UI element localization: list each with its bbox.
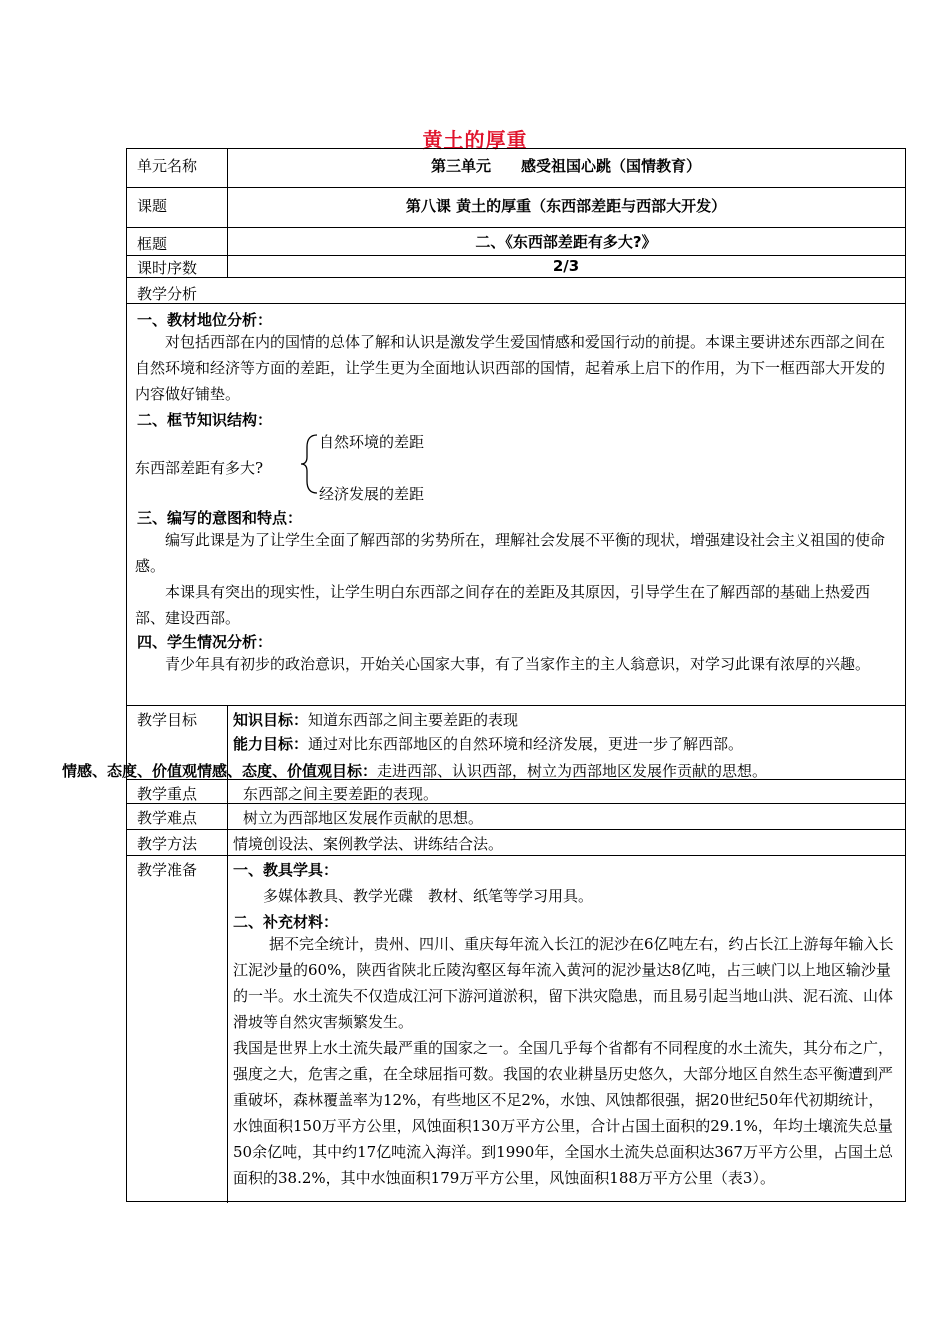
- emotion-goal-text: 走进西部、认识西部，树立为西部地区发展作贡献的思想。: [377, 762, 768, 780]
- row-divider: [127, 187, 905, 188]
- key-label: 教学重点: [137, 785, 198, 803]
- emotion-goal: [62, 760, 767, 781]
- ability-goal-label: 能力目标：: [233, 735, 309, 753]
- section-heading: 二、框节知识结构：: [137, 411, 273, 429]
- difficulty-value: 树立为西部地区发展作贡献的思想。: [243, 809, 484, 827]
- section-heading: 四、学生情况分析：: [137, 633, 273, 651]
- ability-goal-text: 通过对比东西部地区的自然环境和经济发展，更进一步了解西部。: [308, 735, 744, 753]
- prep-label: 教学准备: [137, 861, 198, 879]
- structure-branch: 经济发展的差距: [319, 485, 425, 503]
- page-title: 黄土的厚重: [422, 128, 528, 152]
- method-label: 教学方法: [137, 835, 198, 853]
- row-divider: [127, 255, 905, 256]
- unit-label: 单元名称: [137, 157, 198, 175]
- prep-heading: 二、补充材料：: [233, 913, 339, 931]
- lesson-plan-table: [126, 148, 906, 1202]
- frame-label: 框题: [137, 235, 168, 253]
- section-text: 对包括西部在内的国情的总体了解和认识是激发学生爱国情感和爱国行动的前提。本课主要讲述东西部之间在自然环境和经济等方面的差距，让学生更为全面地认识西部的国情，起着承上启下的作用，为下一框西部大开发的内容做好铺垫。: [135, 333, 886, 403]
- period-label: 课时序数: [137, 259, 198, 277]
- unit-value: 第三单元 感受祖国心跳（国情教育）: [430, 157, 701, 175]
- section-text: 本课具有突出的现实性，让学生明白东西部之间存在的差距及其原因，引导学生在了解西部的基础上热爱西部、建设西部。: [135, 583, 871, 627]
- row-divider: [127, 227, 905, 228]
- prep-material: 据不完全统计，贵州、四川、重庆每年流入长江的泥沙在6亿吨左右，约占长江上游每年输入长江泥沙量的60%，陕西省陕北丘陵沟壑区每年流入黄河的泥沙量达8亿吨，占三峡门以上地区输沙量的一半。水土流失不仅造成江河下游河道淤积，留下洪灾隐患，而且易引起当地山洪、泥石流、山体滑坡等自然灾害频繁发生。: [233, 935, 894, 1031]
- lesson-value: 第八课 黄土的厚重（东西部差距与西部大开发）: [405, 197, 727, 215]
- structure-branch: 自然环境的差距: [319, 433, 425, 451]
- difficulty-label: 教学难点: [137, 809, 198, 827]
- goals-label: 教学目标: [137, 711, 198, 729]
- row-divider: [127, 705, 905, 706]
- method-value: 情境创设法、案例教学法、讲练结合法。: [233, 835, 504, 853]
- row-divider: [127, 277, 905, 278]
- row-divider: [127, 303, 905, 304]
- emotion-goal-label: 情感、态度、价值观情感、态度、价值观目标：: [62, 762, 378, 780]
- knowledge-goal-text: 知道东西部之间主要差距的表现: [308, 711, 519, 729]
- section-text: 青少年具有初步的政治意识，开始关心国家大事，有了当家作主的主人翁意识，对学习此课有浓厚的兴趣。: [165, 655, 871, 673]
- brace-icon: [299, 433, 321, 495]
- knowledge-goal: [233, 709, 518, 730]
- section-text: 编写此课是为了让学生全面了解西部的劣势所在，理解社会发展不平衡的现状，增强建设社会主义祖国的使命感。: [135, 531, 886, 575]
- prep-material: 我国是世界上水土流失最严重的国家之一。全国几乎每个省都有不同程度的水土流失，其分布之广，强度之大，危害之重，在全球屈指可数。我国的农业耕垦历史悠久，大部分地区自然生态平衡遭到严重破坏，森林覆盖率为12%，有些地区不足2%，水蚀、风蚀都很强，据20世纪50年代初期统计，水蚀面积150万平方公里，风蚀面积130万平方公里，合计占国土面积的29.1%，年均土壤流失总量50余亿吨，其中约17亿吨流入海洋。到1990年，全国水土流失总面积达367万平方公里，占国土总面积的38.2%，其中水蚀面积179万平方公里，风蚀面积188万平方公里（表3）。: [233, 1039, 894, 1187]
- period-value: 2/3: [552, 257, 580, 275]
- prep-text: 多媒体教具、教学光碟 教材、纸笔等学习用具。: [263, 887, 594, 905]
- key-value: 东西部之间主要差距的表现。: [243, 785, 439, 803]
- knowledge-goal-label: 知识目标：: [233, 711, 309, 729]
- row-divider: [127, 855, 905, 856]
- ability-goal: [233, 733, 743, 754]
- section-heading: 三、编写的意图和特点：: [137, 509, 303, 527]
- section-heading: 一、教材地位分析：: [137, 311, 273, 329]
- lesson-label: 课题: [137, 197, 168, 215]
- structure-root: 东西部差距有多大?: [135, 459, 264, 477]
- analysis-label: 教学分析: [137, 285, 198, 303]
- frame-value: 二、《东西部差距有多大?》: [475, 233, 657, 251]
- row-divider: [127, 829, 905, 830]
- prep-heading: 一、教具学具：: [233, 861, 339, 879]
